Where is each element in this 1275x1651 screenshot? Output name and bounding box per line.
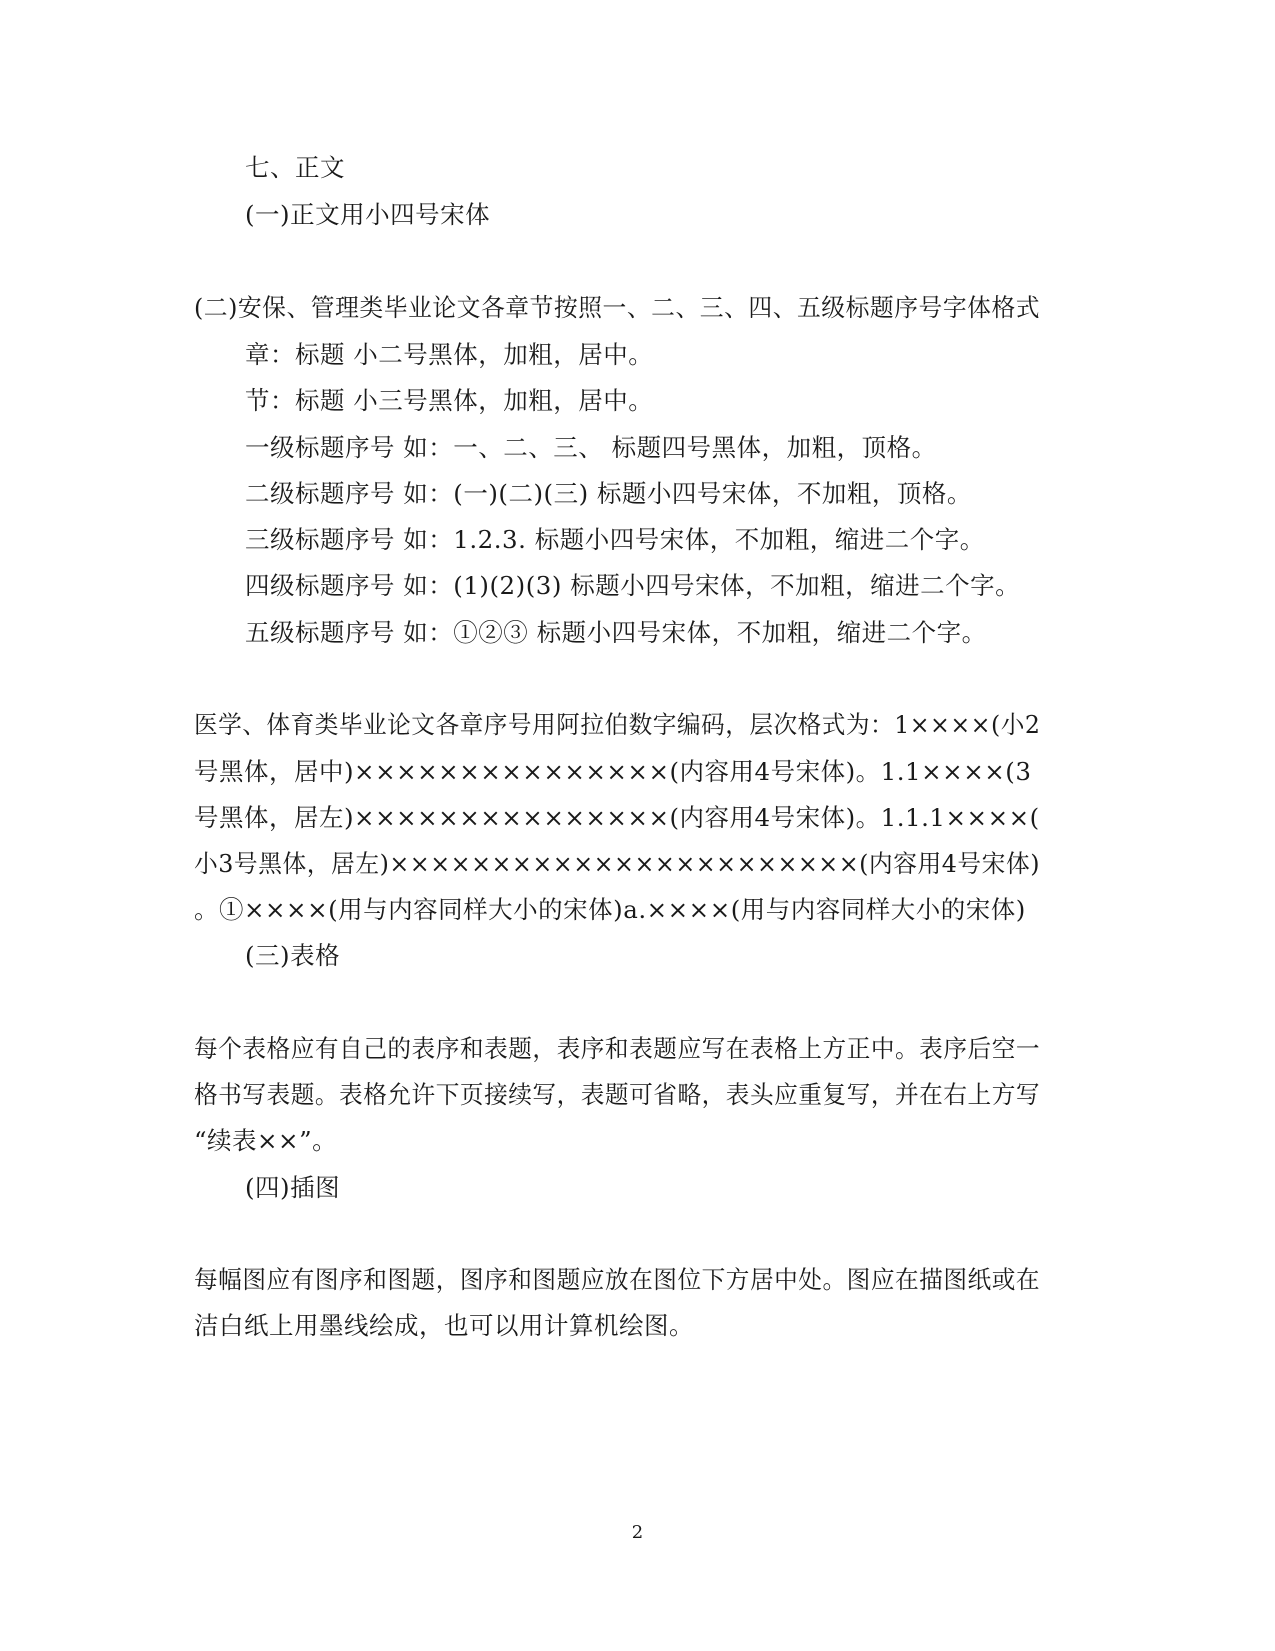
format-line: 一级标题序号 如：一、二、三、 标题四号黑体，加粗，顶格。 bbox=[245, 433, 937, 462]
medical-paragraph-line: 小3号黑体，居左)×××××××××××××××××××××××(内容用4号宋体) bbox=[194, 849, 1041, 878]
figure-paragraph-line: 洁白纸上用墨线绘成，也可以用计算机绘图。 bbox=[194, 1311, 694, 1340]
medical-paragraph-line: 。①××××(用与内容同样大小的宋体)a.××××(用与内容同样大小的宋体) bbox=[194, 895, 1026, 924]
sub2-heading: (二)安保、管理类毕业论文各章节按照一、二、三、四、五级标题序号字体格式 bbox=[194, 293, 1041, 322]
format-line: 四级标题序号 如：(1)(2)(3) 标题小四号宋体，不加粗，缩进二个字。 bbox=[245, 571, 1021, 600]
medical-paragraph-line: 号黑体，居中)×××××××××××××××(内容用4号宋体)。1.1××××(3 bbox=[194, 757, 1032, 786]
table-paragraph-line: 每个表格应有自己的表序和表题，表序和表题应写在表格上方正中。表序后空一 bbox=[194, 1034, 1041, 1063]
sub3-heading: (三)表格 bbox=[245, 941, 341, 970]
format-line: 节：标题 小三号黑体，加粗，居中。 bbox=[245, 386, 654, 415]
format-line: 三级标题序号 如：1.2.3. 标题小四号宋体，不加粗，缩进二个字。 bbox=[245, 525, 985, 554]
format-line: 二级标题序号 如：(一)(二)(三) 标题小四号宋体，不加粗，顶格。 bbox=[245, 479, 972, 508]
medical-paragraph-line: 号黑体，居左)×××××××××××××××(内容用4号宋体)。1.1.1××××( bbox=[194, 803, 1040, 832]
table-paragraph-line: 格书写表题。表格允许下页接续写，表题可省略，表头应重复写，并在右上方写 bbox=[194, 1080, 1041, 1109]
page-number: 2 bbox=[631, 1522, 644, 1543]
sub1-heading: (一)正文用小四号宋体 bbox=[245, 200, 491, 229]
medical-paragraph-line: 医学、体育类毕业论文各章序号用阿拉伯数字编码，层次格式为：1××××(小2 bbox=[194, 710, 1041, 739]
format-line: 五级标题序号 如：①②③ 标题小四号宋体，不加粗，缩进二个字。 bbox=[245, 618, 987, 647]
section-heading: 七、正文 bbox=[245, 153, 345, 182]
table-paragraph-line: “续表××”。 bbox=[194, 1126, 338, 1155]
sub4-heading: (四)插图 bbox=[245, 1173, 341, 1202]
figure-paragraph-line: 每幅图应有图序和图题，图序和图题应放在图位下方居中处。图应在描图纸或在 bbox=[194, 1265, 1041, 1294]
format-line: 章：标题 小二号黑体，加粗，居中。 bbox=[245, 340, 654, 369]
